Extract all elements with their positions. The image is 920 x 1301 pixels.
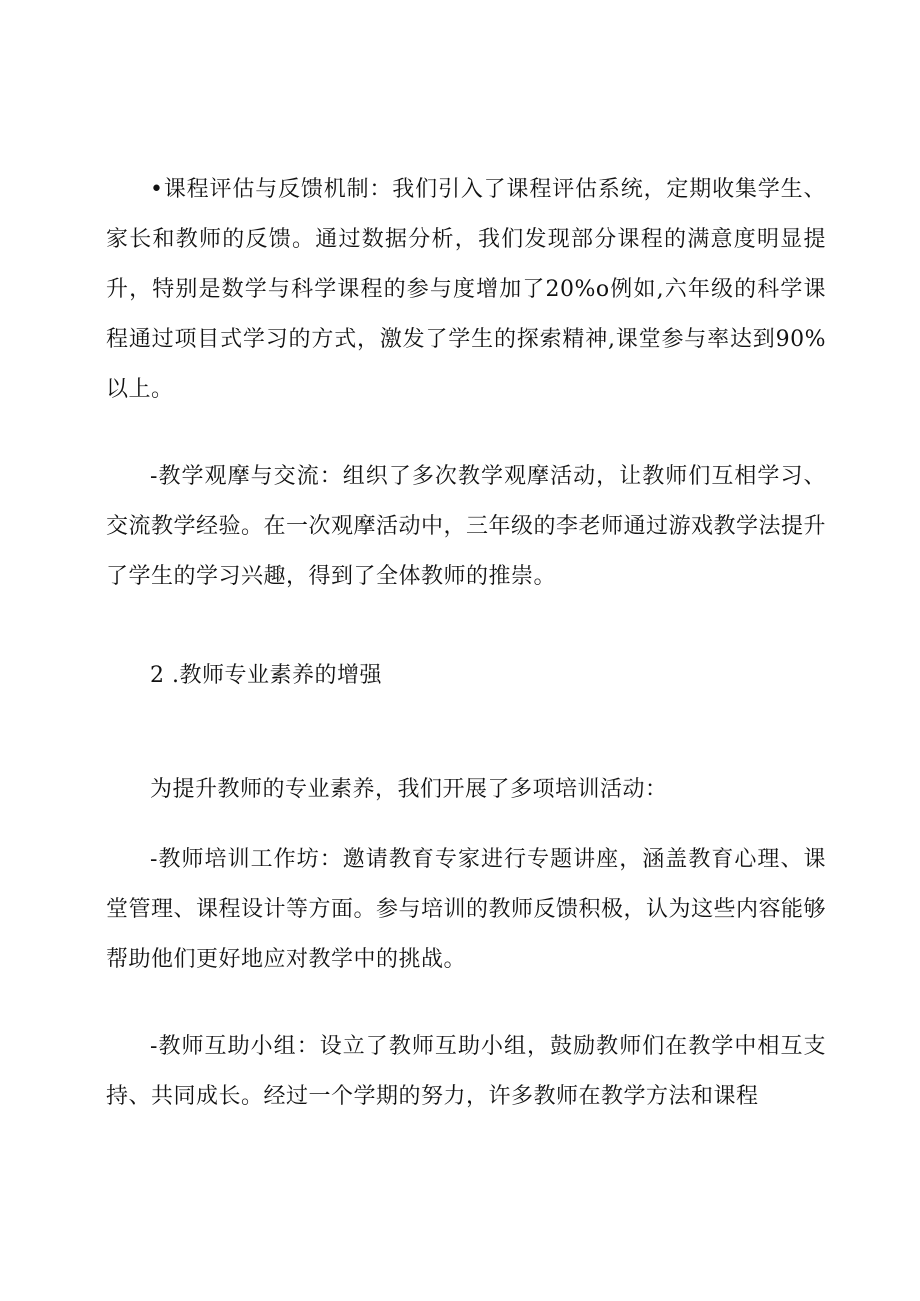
paragraph-training-workshop: -教师培训工作坊：邀请教育专家进行专题讲座，涵盖教育心理、课堂管理、课程设计等方面。参与培训的教师反馈积极，认为这些内容能够帮助他们更好地应对教学中的挑战。	[106, 847, 827, 972]
paragraph-mutual-aid-group: -教师互助小组：设立了教师互助小组，鼓励教师们在教学中相互支持、共同成长。经过一个学期的努力，许多教师在教学方法和课程	[106, 1034, 826, 1109]
paragraph-training-intro: 为提升教师的专业素养，我们开展了多项培训活动：	[150, 777, 668, 802]
paragraph-course-evaluation: •课程评估与反馈机制：我们引入了课程评估系统，定期收集学生、家长和教师的反馈。通过数据分析，我们发现部分课程的满意度明显提升，特别是数学与科学课程的参与度增加了20%o例如,六年级的科学课程通过项目式学习的方式，激发了学生的探索精神,课堂参与率达到90%以上。	[106, 177, 826, 402]
paragraph-teaching-observation: -教学观摩与交流：组织了多次教学观摩活动，让教师们互相学习、交流教学经验。在一次观摩活动中，三年级的李老师通过游戏教学法提升了学生的学习兴趣，得到了全体教师的推崇。	[106, 464, 827, 589]
section-heading-teacher-quality: 2 .教师专业素养的增强	[150, 663, 382, 688]
